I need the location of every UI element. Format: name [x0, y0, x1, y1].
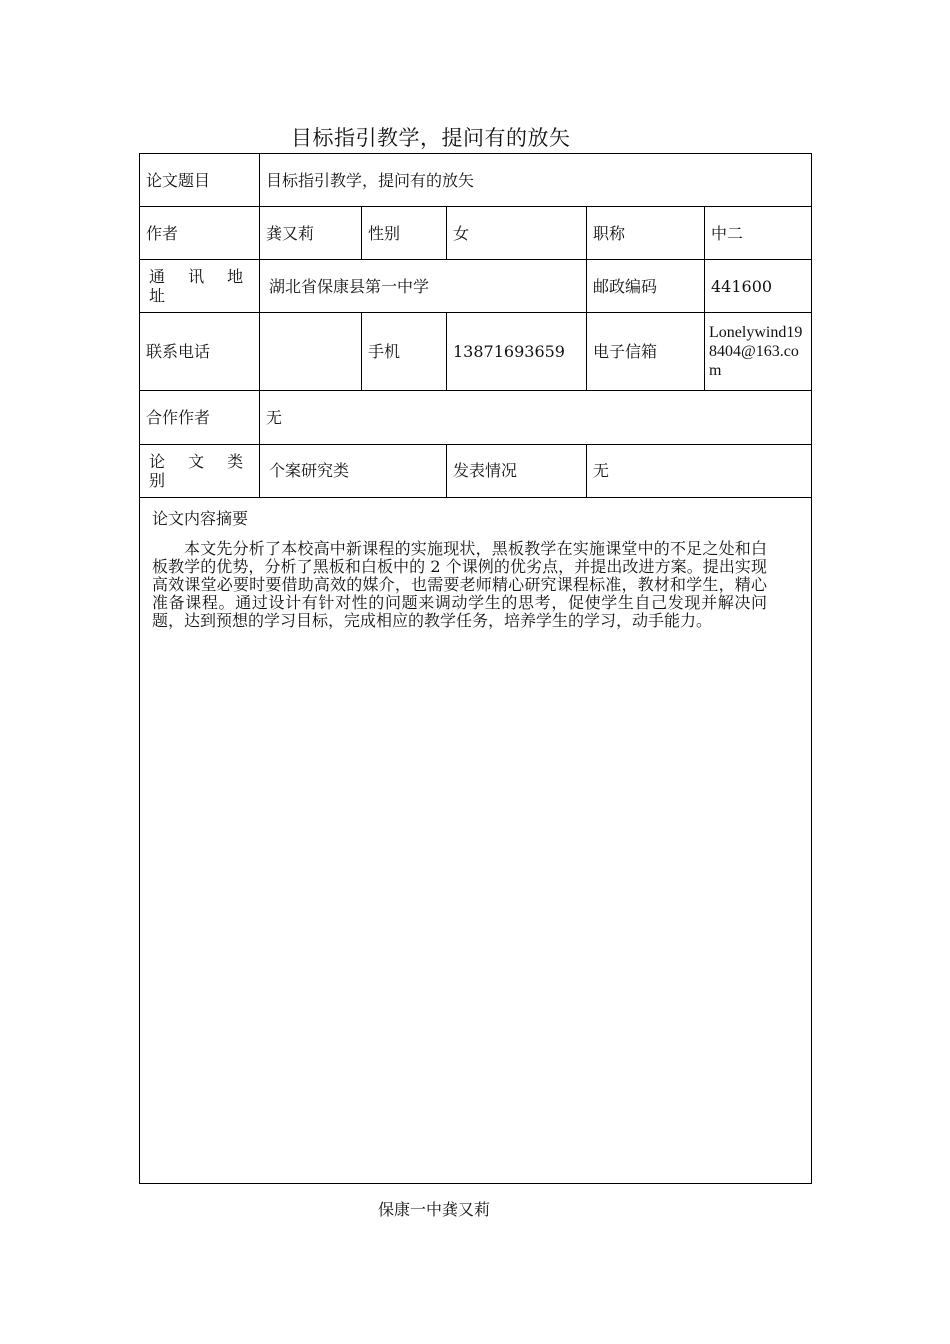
address-label: 通 讯 地 址 — [140, 260, 260, 313]
page-title: 目标指引教学，提问有的放矢 — [291, 126, 571, 150]
gender-value: 女 — [447, 207, 587, 260]
topic-label: 论文题目 — [140, 154, 260, 207]
footer-author: 保康一中龚又莉 — [378, 1200, 491, 1219]
row-abstract — [140, 497, 812, 1183]
author-value: 龚又莉 — [260, 207, 362, 260]
row-category — [140, 444, 812, 497]
postcode-value: 441600 — [705, 260, 812, 313]
title-label: 职称 — [587, 207, 705, 260]
paper-info-form — [139, 153, 812, 1184]
abstract-cell — [140, 497, 812, 1183]
category-value: 个案研究类 — [260, 444, 447, 497]
email-value: Lonelywind198404@163.com — [705, 313, 812, 391]
row-topic — [140, 154, 812, 207]
title-value: 中二 — [705, 207, 812, 260]
postcode-label: 邮政编码 — [587, 260, 705, 313]
row-contact — [140, 313, 812, 391]
row-coauthor — [140, 391, 812, 444]
gender-label: 性别 — [362, 207, 447, 260]
mobile-label: 手机 — [362, 313, 447, 391]
row-author — [140, 207, 812, 260]
published-value: 无 — [587, 444, 812, 497]
address-value: 湖北省保康县第一中学 — [260, 260, 587, 313]
email-label: 电子信箱 — [587, 313, 705, 391]
coauthor-value: 无 — [260, 391, 812, 444]
abstract-label: 论文内容摘要 — [152, 508, 249, 528]
author-label: 作者 — [140, 207, 260, 260]
row-address — [140, 260, 812, 313]
mobile-value: 13871693659 — [447, 313, 587, 391]
coauthor-label: 合作作者 — [140, 391, 260, 444]
phone-value — [260, 313, 362, 391]
published-label: 发表情况 — [447, 444, 587, 497]
abstract-text: 本文先分析了本校高中新课程的实施现状，黑板教学在实施课堂中的不足之处和白板教学的优势，分析了黑板和白板中的 2 个课例的优劣点，并提出改进方案。提出实现高效课堂必要时要借助高效的媒介，也需要老师精心研究课程标准，教材和学生，精心准备课程。通过设计有针对性的问题来调动学生的思考，促使学生自己发现并解决问题，达到预想的学习目标，完成相应的教学任务，培养学生的学习，动手能力。 — [152, 538, 767, 630]
category-label: 论 文 类 别 — [140, 444, 260, 497]
phone-label: 联系电话 — [140, 313, 260, 391]
topic-value: 目标指引教学，提问有的放矢 — [260, 154, 812, 207]
